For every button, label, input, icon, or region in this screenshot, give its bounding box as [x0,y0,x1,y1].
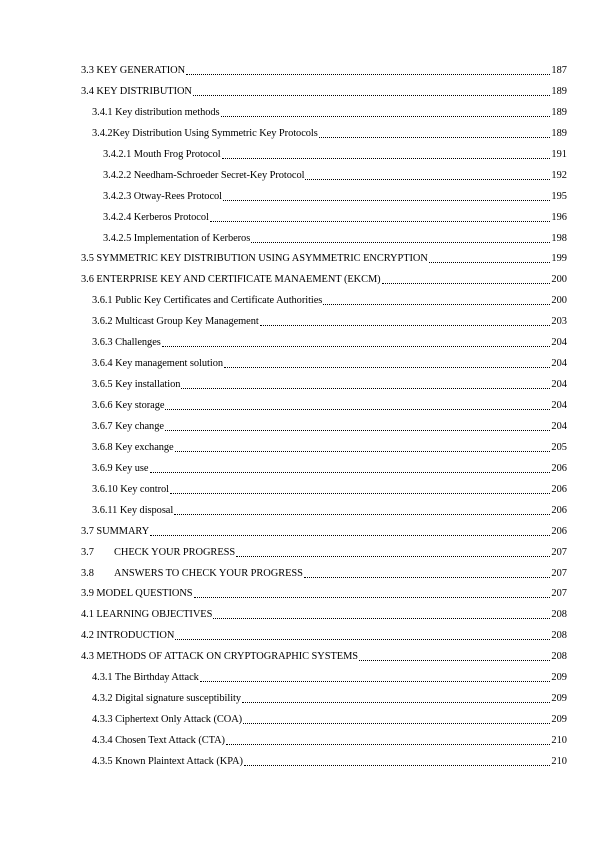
toc-entry-line [81,249,567,265]
toc-entry-number: 3.8 [81,567,94,579]
toc-entry-line [81,647,567,663]
dot-leader [200,681,551,682]
toc-entry[interactable] [0,457,595,478]
toc-entry-label: 3.6.6 Key storage [92,400,165,411]
table-of-contents [0,59,595,771]
toc-entry[interactable] [0,582,595,603]
toc-entry[interactable] [0,122,595,143]
toc-entry[interactable] [0,373,595,394]
toc-entry-line [81,61,567,77]
toc-entry[interactable] [0,310,595,331]
toc-entry-label: 3.4.2.2 Needham-Schroeder Secret-Key Protocol [103,169,305,181]
toc-entry[interactable] [0,687,595,708]
dot-leader [174,514,550,515]
toc-page-number: 204 [551,379,567,391]
dot-leader [251,242,550,243]
toc-entry[interactable] [0,729,595,750]
toc-page-number: 196 [551,211,567,223]
toc-entry-line [92,333,567,349]
toc-entry-label: 3.6.1 Public Key Certificates and Certificate Authorities [92,295,323,307]
toc-page-number: 204 [551,358,567,370]
toc-entry-label: 4.3.3 Ciphertext Only Attack (COA) [92,714,243,726]
dot-leader [226,744,550,745]
dot-leader [193,95,551,96]
toc-entry-label: 3.4.2.1 Mouth Frog Protocol [103,148,221,160]
toc-page-number: 210 [551,755,567,767]
toc-entry-line [92,417,567,433]
toc-entry-line [92,438,567,454]
toc-page-number: 208 [551,630,567,642]
dot-leader [242,702,550,703]
toc-entry-line [92,480,567,496]
dot-leader [260,325,551,326]
dot-leader [150,472,551,473]
toc-entry-number: 3.7 [81,546,94,558]
toc-entry-label: 3.6.3 Challenges [92,337,161,349]
dot-leader [194,597,551,598]
dot-leader [359,660,550,661]
dot-leader [323,304,550,305]
dot-leader [186,74,550,75]
toc-entry[interactable] [0,436,595,457]
toc-page-number: 210 [551,735,567,746]
toc-entry[interactable] [0,331,595,352]
dot-leader [429,262,551,263]
toc-entry-label: 3.9 MODEL QUESTIONS [81,588,193,600]
toc-entry-label: 3.6.5 Key installation [92,379,181,391]
toc-entry[interactable] [0,708,595,729]
toc-page-number: 206 [551,462,567,474]
toc-entry-line [92,501,567,517]
dot-leader [305,179,550,180]
toc-page-number: 206 [551,504,567,516]
toc-entry[interactable] [0,143,595,164]
toc-page-number: 204 [551,337,567,349]
toc-page-number: 204 [551,400,567,411]
toc-entry-line [92,354,567,370]
dot-leader [170,493,550,494]
toc-entry-label: 3.3 KEY GENERATION [81,65,186,76]
dot-leader [243,723,550,724]
toc-entry[interactable] [0,80,595,101]
toc-entry-line [92,668,567,684]
toc-entry-line [92,752,567,768]
dot-leader [236,556,550,557]
toc-entry-line [103,208,567,224]
toc-page-number: 206 [551,483,567,495]
toc-entry-line [92,375,567,391]
toc-entry[interactable] [0,541,595,562]
toc-entry[interactable] [0,101,595,122]
toc-entry-label: 4.2 INTRODUCTION [81,630,175,642]
toc-entry[interactable] [0,499,595,520]
toc-entry[interactable] [0,268,595,289]
toc-entry[interactable] [0,59,595,80]
toc-entry-line [81,82,567,98]
toc-entry[interactable] [0,289,595,310]
dot-leader [319,137,551,138]
toc-page-number: 207 [551,588,567,600]
toc-entry-line [92,710,567,726]
toc-entry-label: 3.6 ENTERPRISE KEY AND CERTIFICATE MANAEMENT (EKCM) [81,274,381,286]
toc-entry-line [92,103,567,119]
dot-leader [224,367,550,368]
toc-entry-label: 3.7 SUMMARY [81,525,150,537]
toc-entry-label: 3.4.2.4 Kerberos Protocol [103,211,209,223]
toc-entry[interactable] [0,624,595,645]
dot-leader [181,388,550,389]
toc-entry-label: 3.5 SYMMETRIC KEY DISTRIBUTION USING ASYMMETRIC ENCRYPTION [81,253,428,265]
toc-entry-label: 3.6.2 Multicast Group Key Management [92,316,259,328]
toc-entry[interactable] [0,603,595,624]
toc-entry[interactable] [0,185,595,206]
toc-entry-label: 4.3.4 Chosen Text Attack (CTA) [92,735,225,746]
toc-entry-label: 3.4 KEY DISTRIBUTION [81,85,192,97]
toc-entry-label [81,547,235,559]
toc-entry-title: ANSWERS TO CHECK YOUR PROGRESS [114,567,303,579]
dot-leader [221,116,551,117]
toc-page-number: 200 [551,295,567,307]
toc-entry[interactable] [0,562,595,583]
toc-entry[interactable] [0,478,595,499]
toc-entry-label: 4.3.5 Known Plaintext Attack (KPA) [92,755,243,767]
toc-entry[interactable] [0,206,595,227]
toc-entry-line [81,605,567,621]
toc-entry-title: CHECK YOUR PROGRESS [114,546,236,558]
dot-leader [213,618,550,619]
toc-entry[interactable] [0,750,595,771]
toc-page-number: 206 [551,525,567,537]
toc-entry[interactable] [0,247,595,268]
toc-page-number: 195 [551,190,567,202]
toc-page-number: 189 [551,127,567,139]
toc-page-number: 199 [551,253,567,265]
toc-entry-line [103,145,567,161]
toc-entry-line [92,731,567,747]
toc-entry-line [81,564,567,580]
dot-leader [165,409,550,410]
toc-entry-label: 3.4.2Key Distribution Using Symmetric Key Protocols [92,127,318,139]
toc-entry-line [92,459,567,475]
toc-page-number: 207 [551,546,567,558]
dot-leader [304,577,551,578]
toc-page-number: 189 [551,85,567,97]
toc-page-number: 208 [551,651,567,663]
toc-entry-line [103,166,567,182]
toc-entry-line [81,522,567,538]
toc-page-number: 187 [551,65,567,76]
toc-entry[interactable] [0,415,595,436]
dot-leader [223,200,550,201]
toc-entry-label: 4.3.2 Digital signature susceptibility [92,693,242,705]
dot-leader [175,451,551,452]
toc-entry[interactable] [0,520,595,541]
toc-entry-label: 3.6.7 Key change [92,420,164,432]
toc-entry[interactable] [0,666,595,687]
toc-page-number: 198 [551,232,567,244]
toc-entry-label: 4.3.1 The Birthday Attack [92,672,199,684]
toc-entry-line [92,312,567,328]
toc-entry-line [81,584,567,600]
toc-entry-label [81,568,303,580]
toc-page-number: 205 [551,441,567,453]
toc-entry-label: 3.6.9 Key use [92,462,149,474]
dot-leader [222,158,551,159]
dot-leader [210,221,551,222]
toc-entry-label: 3.6.4 Key management solution [92,358,224,370]
toc-page-number: 200 [551,274,567,286]
toc-entry-line [81,626,567,642]
toc-page-number: 204 [551,420,567,432]
toc-entry[interactable] [0,645,595,666]
toc-page-number: 203 [551,316,567,328]
dot-leader [165,430,550,431]
toc-entry-line [92,124,567,140]
toc-page-number: 191 [551,148,567,160]
dot-leader [382,283,551,284]
dot-leader [162,346,551,347]
toc-entry-label: 3.4.2.5 Implementation of Kerberos [103,232,251,244]
toc-page-number: 209 [551,693,567,705]
toc-page-number: 192 [551,169,567,181]
toc-entry-line [81,270,567,286]
toc-entry-label: 3.4.1 Key distribution methods [92,106,220,118]
toc-entry-line [81,543,567,559]
toc-page-number: 207 [551,567,567,579]
dot-leader [175,639,550,640]
toc-entry-line [92,291,567,307]
toc-entry-label: 4.3 METHODS OF ATTACK ON CRYPTOGRAPHIC SYSTEMS [81,651,358,663]
toc-entry-line [103,229,567,245]
toc-entry-label: 3.6.8 Key exchange [92,441,174,453]
toc-entry-line [103,187,567,203]
dot-leader [150,535,550,536]
toc-entry-label: 3.4.2.3 Otway-Rees Protocol [103,190,222,202]
toc-entry-line [92,689,567,705]
toc-page-number: 208 [551,609,567,621]
toc-entry[interactable] [0,164,595,185]
toc-entry[interactable] [0,394,595,415]
toc-entry[interactable] [0,227,595,248]
toc-page-number: 189 [551,106,567,118]
toc-page-number: 209 [551,714,567,726]
toc-entry[interactable] [0,352,595,373]
toc-entry-label: 3.6.11 Key disposal [92,504,174,516]
toc-entry-label: 4.1 LEARNING OBJECTIVES [81,609,213,621]
toc-entry-line [92,396,567,412]
toc-entry-label: 3.6.10 Key control [92,483,170,495]
toc-page-number: 209 [551,672,567,684]
dot-leader [244,765,551,766]
